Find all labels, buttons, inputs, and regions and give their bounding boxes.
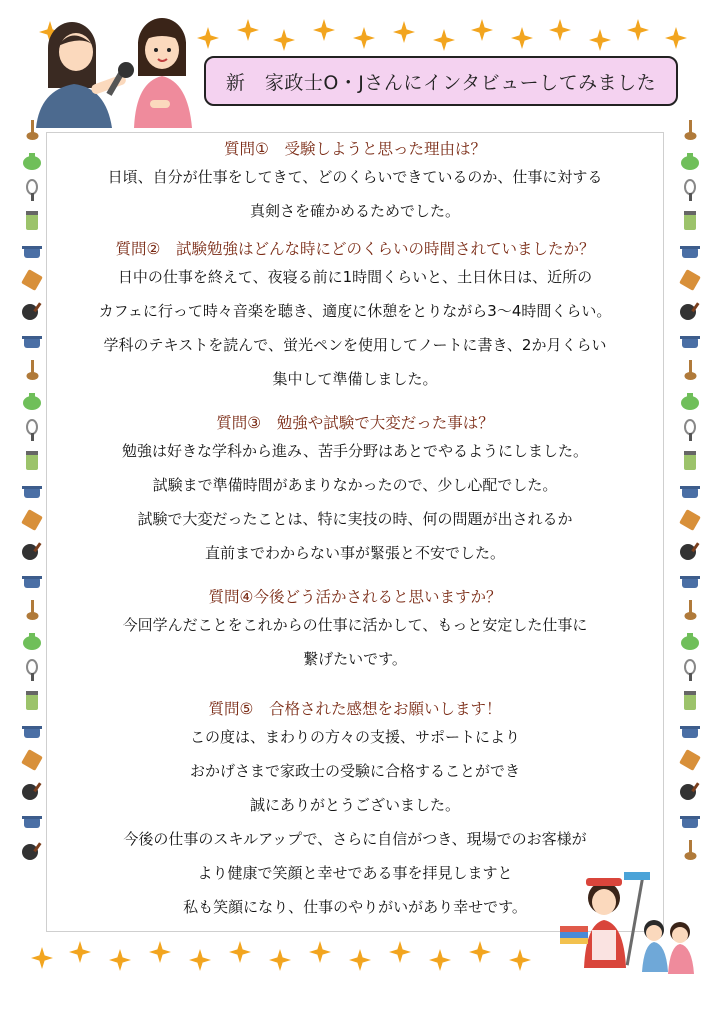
question-4: 質問④今後どう活かされると思いますか？ [208, 588, 502, 606]
star-icon [312, 18, 336, 42]
pot-icon [20, 328, 44, 352]
answer-5-line-6: 私も笑顔になり、仕事のやりがいがあり幸せです。 [183, 898, 527, 916]
frying-pan-icon [678, 298, 702, 322]
pot-icon [20, 478, 44, 502]
star-icon [188, 948, 212, 972]
pot-icon [678, 238, 702, 262]
frying-pan-icon [20, 538, 44, 562]
whisk-icon [678, 178, 702, 202]
answer-5-line-4: 今後の仕事のスキルアップで、さらに自信がつき、現場でのお客様が [123, 830, 587, 848]
ladle-icon [678, 358, 702, 382]
interview-illustration [30, 8, 200, 128]
answer-3-line-4: 直前までわからない事が緊張と不安でした。 [204, 544, 505, 562]
star-icon [148, 940, 172, 964]
whisk-icon [20, 658, 44, 682]
cutting-board-icon [678, 508, 702, 532]
question-3: 質問③ 勉強や試験で大変だった事は？ [216, 414, 494, 432]
pot-icon [20, 238, 44, 262]
answer-5-line-5: より健康で笑顔と幸せである事を拝見しますと [197, 864, 513, 882]
cutting-board-icon [678, 268, 702, 292]
star-icon [508, 948, 532, 972]
kettle-icon [20, 148, 44, 172]
star-icon [348, 948, 372, 972]
frying-pan-icon [678, 778, 702, 802]
frying-pan-icon [20, 838, 44, 862]
ladle-icon [678, 118, 702, 142]
kettle-icon [20, 388, 44, 412]
answer-3-line-2: 試験まで準備時間があまりなかったので、少し心配でした。 [152, 476, 558, 494]
pot-icon [20, 808, 44, 832]
cutting-board-icon [20, 268, 44, 292]
right-utensil-border [676, 118, 704, 938]
whisk-icon [678, 418, 702, 442]
whisk-icon [20, 178, 44, 202]
star-icon [626, 18, 650, 42]
pot-icon [678, 808, 702, 832]
cutting-board-icon [678, 748, 702, 772]
star-icon [432, 28, 456, 52]
spice-jar-icon [678, 448, 702, 472]
pot-icon [678, 328, 702, 352]
star-icon [108, 948, 132, 972]
star-icon [470, 18, 494, 42]
star-icon [308, 940, 332, 964]
kettle-icon [678, 148, 702, 172]
question-1: 質問① 受験しようと思った理由は？ [224, 140, 486, 158]
star-icon [392, 20, 416, 44]
star-icon [352, 26, 376, 50]
answer-3-line-1: 勉強は好きな学科から進み、苦手分野はあとでやるようにしました。 [122, 442, 588, 460]
frying-pan-icon [20, 298, 44, 322]
ladle-icon [678, 598, 702, 622]
interview-content [46, 138, 664, 924]
qa-section-4 [46, 586, 664, 676]
answer-3-line-3: 試験で大変だったことは、特に実技の時、何の問題が出されるか [137, 510, 573, 528]
star-icon [428, 948, 452, 972]
frying-pan-icon [20, 778, 44, 802]
question-5: 質問⑤ 合格された感想をお願いします！ [208, 700, 502, 718]
star-icon [510, 26, 534, 50]
answer-1-line-2: 真剣さを確かめるためでした。 [249, 202, 460, 220]
star-icon [468, 940, 492, 964]
bottom-star-border [0, 938, 724, 978]
star-icon [236, 18, 260, 42]
qa-section-3 [46, 412, 664, 570]
spice-jar-icon [678, 688, 702, 712]
pot-icon [20, 568, 44, 592]
pot-icon [20, 718, 44, 742]
spice-jar-icon [678, 208, 702, 232]
left-utensil-border [18, 118, 46, 938]
answer-2-line-1: 日中の仕事を終えて、夜寝る前に1時間くらいと、土日休日は、近所の [117, 268, 593, 286]
star-icon [30, 946, 54, 970]
cutting-board-icon [20, 748, 44, 772]
star-icon [388, 940, 412, 964]
question-2: 質問② 試験勉強はどんな時にどのくらいの時間されていましたか？ [115, 240, 595, 258]
answer-2-line-2: カフェに行って時々音楽を聴き、適度に休憩をとりながら3～4時間くらい。 [98, 302, 612, 320]
star-icon [68, 940, 92, 964]
ladle-icon [20, 598, 44, 622]
ladle-icon [20, 118, 44, 142]
pot-icon [678, 478, 702, 502]
cutting-board-icon [20, 508, 44, 532]
frying-pan-icon [678, 538, 702, 562]
star-icon [272, 28, 296, 52]
answer-5-line-1: この度は、まわりの方々の支援、サポートにより [189, 728, 520, 746]
whisk-icon [20, 418, 44, 442]
ladle-icon [20, 358, 44, 382]
ladle-icon [678, 838, 702, 862]
answer-4-line-1: 今回学んだことをこれからの仕事に活かして、もっと安定した仕事に [122, 616, 588, 634]
answer-5-line-2: おかげさまで家政士の受験に合格することができ [189, 762, 520, 780]
star-icon [268, 948, 292, 972]
answer-2-line-4: 集中して準備しました。 [272, 370, 438, 388]
pot-icon [678, 568, 702, 592]
answer-2-line-3: 学科のテキストを読んで、蛍光ペンを使用してノートに書き、2か月くらい [103, 336, 607, 354]
kettle-icon [20, 628, 44, 652]
answer-1-line-1: 日頃、自分が仕事をしてきて、どのくらいできているのか、仕事に対する [107, 168, 603, 186]
star-icon [548, 18, 572, 42]
spice-jar-icon [20, 208, 44, 232]
title-box [204, 56, 678, 106]
star-icon [664, 26, 688, 50]
qa-section-2 [46, 238, 664, 396]
kettle-icon [678, 628, 702, 652]
star-icon [228, 940, 252, 964]
answer-4-line-2: 繋げたいです。 [303, 650, 407, 668]
whisk-icon [678, 658, 702, 682]
qa-section-1 [46, 138, 664, 228]
kettle-icon [678, 388, 702, 412]
page-title: 新 家政士O・Jさんにインタビューしてみました [225, 71, 657, 94]
spice-jar-icon [20, 448, 44, 472]
pot-icon [678, 718, 702, 742]
answer-5-line-3: 誠にありがとうございました。 [249, 796, 460, 814]
star-icon [588, 28, 612, 52]
spice-jar-icon [20, 688, 44, 712]
